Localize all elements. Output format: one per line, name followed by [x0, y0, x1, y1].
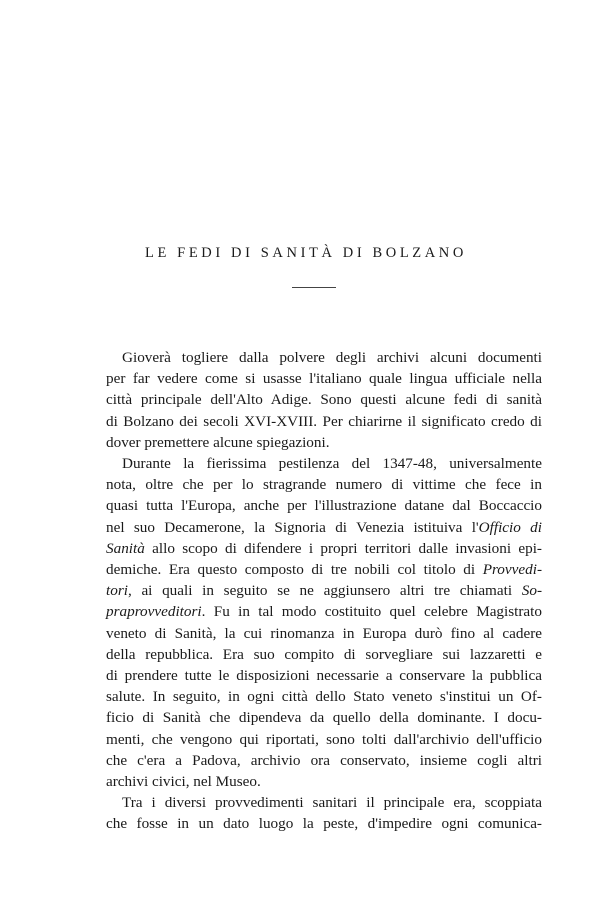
text-span: , ai quali in seguito se ne aggiunsero altri tre chiamati: [127, 582, 522, 600]
text-line: Tra i diversi provvedimenti sanitari il principale era, scoppiata: [122, 794, 542, 812]
text-line: nota, oltre che per lo stragrande numero di vittime che fece in: [106, 476, 542, 494]
text-line: [106, 559, 542, 580]
text-line: Durante la fierissima pestilenza del 1347-48, universalmente: [122, 455, 542, 473]
text-line: salute. In seguito, in ogni città dello Stato veneto s'institui un Of-: [106, 688, 542, 706]
paragraph: [106, 453, 542, 792]
text-line: quasi tutta l'Europa, anche per l'illustrazione datane dal Boccaccio: [106, 497, 542, 515]
text-line: [106, 580, 542, 601]
text-line: archivi civici, nel Museo.: [106, 773, 261, 791]
text-line: di Bolzano dei secoli XVI-XVIII. Per chiarirne il significato credo di: [106, 412, 542, 430]
body-text: [106, 347, 542, 835]
text-line: ficio di Sanità che dipendeva da quello della dominante. I docu-: [106, 709, 542, 727]
italic-text: Sanità: [106, 539, 145, 557]
text-line: [106, 517, 542, 538]
italic-text: Provvedi-: [482, 561, 542, 579]
text-line: veneto di Sanità, la cui rinomanza in Europa durò fino al cadere: [106, 624, 542, 642]
text-line: [106, 601, 542, 622]
text-line: per far vedere come si usasse l'italiano quale lingua ufficiale nella: [106, 370, 542, 388]
title-divider: [292, 287, 336, 288]
paragraph: [106, 347, 542, 453]
italic-text: So-: [521, 582, 542, 600]
text-span: . Fu in tal modo costituito quel celebre Magistrato: [201, 603, 542, 621]
text-line: che c'era a Padova, archivio ora conservato, insieme cogli altri: [106, 751, 542, 769]
text-span: allo scopo di difendere i propri territori dalle invasioni epi-: [144, 539, 542, 557]
text-span: demiche. Era questo composto di tre nobili col titolo di: [106, 561, 483, 579]
italic-text: Officio di: [478, 518, 542, 536]
page-title: LE FEDI DI SANITÀ DI BOLZANO: [145, 245, 467, 261]
text-line: [106, 538, 542, 559]
paragraph: [106, 792, 542, 834]
text-span: nel suo Decamerone, la Signoria di Venezia istituiva l': [106, 518, 479, 536]
text-line: Gioverà togliere dalla polvere degli archivi alcuni documenti: [122, 349, 542, 366]
italic-text: tori: [106, 582, 128, 600]
italic-text: praprovveditori: [106, 603, 202, 621]
text-line: che fosse in un dato luogo la peste, d'impedire ogni comunica-: [106, 815, 542, 833]
text-line: menti, che vengono qui riportati, sono tolti dall'archivio dell'ufficio: [106, 730, 542, 748]
text-line: dover premettere alcune spiegazioni.: [106, 433, 330, 451]
text-line: di prendere tutte le disposizioni necessarie a conservare la pubblica: [106, 667, 542, 685]
text-line: della repubblica. Era suo compito di sorvegliare sui lazzaretti e: [106, 645, 542, 663]
text-line: città principale dell'Alto Adige. Sono questi alcune fedi di sanità: [106, 391, 542, 409]
